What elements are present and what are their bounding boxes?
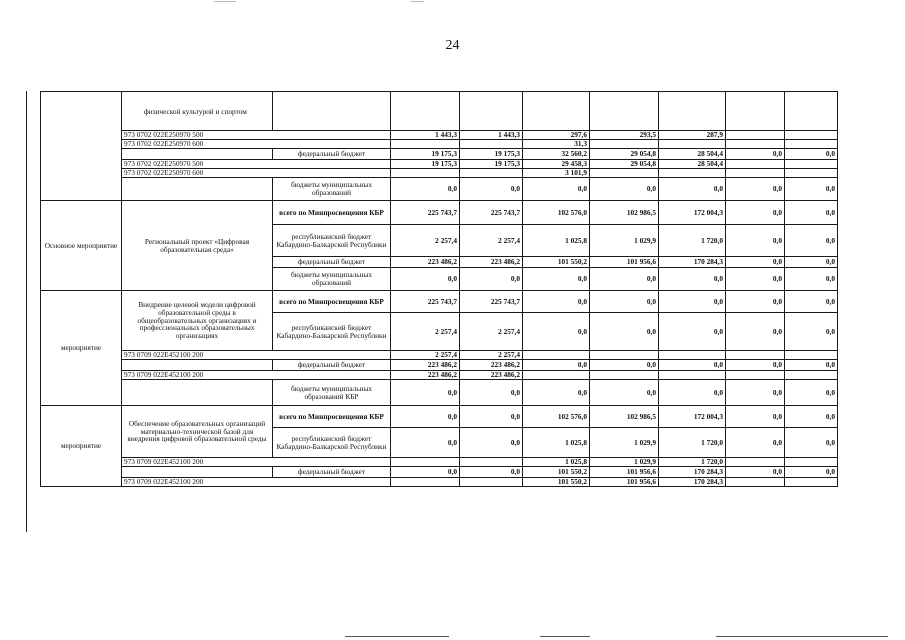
value-cell [590,140,659,149]
row-type: Основное мероприятие [41,201,122,291]
funding-source: федеральный бюджет [273,467,391,478]
table-row [41,371,838,380]
value-cell: 0,0 [590,178,659,201]
value-cell: 0,0 [460,428,523,458]
value-cell: 101 956,6 [590,257,659,268]
funding-source [273,92,391,131]
row-name [122,380,273,406]
value-cell: 19 175,3 [391,160,460,169]
value-cell: 0,0 [391,268,460,291]
value-cell [726,160,785,169]
value-cell: 0,0 [726,149,785,160]
value-cell: 0,0 [726,291,785,313]
value-cell [523,92,590,131]
table-row [41,458,838,467]
value-cell: 0,0 [460,406,523,428]
value-cell: 1 025,8 [523,428,590,458]
value-cell [590,169,659,178]
value-cell: 2 257,4 [460,225,523,257]
funding-source: федеральный бюджет [273,149,391,160]
value-cell: 101 550,2 [523,467,590,478]
value-cell: 0,0 [785,467,838,478]
value-cell: 0,0 [726,313,785,351]
funding-source: республиканский бюджет Кабардино-Балкарской Республики [273,313,391,351]
value-cell: 102 986,5 [590,406,659,428]
value-cell: 0,0 [726,406,785,428]
value-cell: 0,0 [460,268,523,291]
table-row [41,178,838,201]
value-cell [460,169,523,178]
value-cell [726,458,785,467]
value-cell [523,371,590,380]
value-cell: 102 576,0 [523,201,590,225]
value-cell: 0,0 [523,360,590,371]
value-cell [659,140,726,149]
budget-code: 973 0702 022E250970 600 [122,169,391,178]
value-cell [659,92,726,131]
value-cell: 101 550,2 [523,478,590,487]
value-cell [785,160,838,169]
value-cell: 29 458,3 [523,160,590,169]
value-cell [785,169,838,178]
value-cell: 29 054,8 [590,160,659,169]
value-cell: 0,0 [726,268,785,291]
value-cell: 223 486,2 [460,257,523,268]
row-name [122,467,273,478]
value-cell [659,169,726,178]
value-cell: 0,0 [659,178,726,201]
value-cell: 2 257,4 [391,351,460,360]
row-name [122,178,273,201]
table-row [41,360,838,371]
value-cell [523,351,590,360]
value-cell: 172 004,3 [659,201,726,225]
value-cell: 0,0 [590,313,659,351]
value-cell [785,140,838,149]
value-cell: 0,0 [659,291,726,313]
budget-code: 973 0709 022E452100 200 [122,458,391,467]
value-cell: 0,0 [460,380,523,406]
table-row [41,291,838,313]
value-cell: 0,0 [785,201,838,225]
value-cell [785,131,838,140]
value-cell [726,169,785,178]
value-cell [785,371,838,380]
value-cell: 19 175,3 [391,149,460,160]
table-row [41,131,838,140]
value-cell [590,92,659,131]
value-cell: 2 257,4 [391,225,460,257]
value-cell [726,140,785,149]
table-row [41,160,838,169]
row-name: Региональный проект «Цифровая образовательная среда» [122,201,273,291]
value-cell: 2 257,4 [460,351,523,360]
value-cell: 170 284,3 [659,257,726,268]
value-cell [659,371,726,380]
value-cell [785,478,838,487]
value-cell [460,140,523,149]
value-cell [726,478,785,487]
value-cell: 0,0 [785,149,838,160]
budget-code: 973 0709 022E452100 200 [122,351,391,360]
value-cell: 1 029,9 [590,225,659,257]
value-cell: 223 486,2 [391,257,460,268]
value-cell [726,351,785,360]
value-cell: 0,0 [726,428,785,458]
funding-source: федеральный бюджет [273,257,391,268]
value-cell: 0,0 [523,380,590,406]
value-cell: 0,0 [590,291,659,313]
value-cell: 0,0 [391,467,460,478]
funding-table [40,91,838,487]
row-name: Обеспечение образовательных организаций материально-технической базой для внедрения цифровой образовательной среды [122,406,273,458]
funding-source: бюджеты муниципальных образований КБР [273,380,391,406]
value-cell: 223 486,2 [391,371,460,380]
value-cell: 1 720,0 [659,225,726,257]
footer-line [540,636,590,637]
value-cell [726,371,785,380]
funding-source: федеральный бюджет [273,360,391,371]
value-cell: 0,0 [460,178,523,201]
value-cell: 31,3 [523,140,590,149]
value-cell: 0,0 [523,178,590,201]
table-row [41,351,838,360]
value-cell [391,92,460,131]
budget-code: 973 0709 022E452100 200 [122,478,391,487]
value-cell: 1 720,0 [659,458,726,467]
funding-source: бюджеты муниципальных образований [273,268,391,291]
value-cell: 0,0 [523,291,590,313]
scan-artifact-top [410,1,424,2]
value-cell: 172 004,3 [659,406,726,428]
value-cell [460,92,523,131]
page-number: 24 [445,38,460,53]
footer-line [345,636,449,637]
value-cell: 223 486,2 [460,360,523,371]
value-cell [726,92,785,131]
value-cell: 0,0 [590,268,659,291]
value-cell: 0,0 [785,380,838,406]
value-cell: 0,0 [726,257,785,268]
value-cell [785,92,838,131]
value-cell [460,458,523,467]
value-cell: 0,0 [726,201,785,225]
row-type: мероприятие [41,291,122,406]
budget-code: 973 0702 022E250970 600 [122,140,391,149]
budget-code: 973 0702 022E250970 500 [122,160,391,169]
value-cell [785,351,838,360]
value-cell [590,371,659,380]
value-cell: 170 284,3 [659,467,726,478]
outer-border-line [26,91,27,532]
value-cell: 2 257,4 [460,313,523,351]
value-cell: 0,0 [523,268,590,291]
value-cell: 0,0 [659,380,726,406]
value-cell [785,458,838,467]
value-cell: 0,0 [726,380,785,406]
value-cell [391,169,460,178]
value-cell: 29 054,8 [590,149,659,160]
table-row [41,149,838,160]
value-cell [391,140,460,149]
funding-source: всего по Минпросвещения КБР [273,201,391,225]
value-cell: 101 956,6 [590,467,659,478]
scan-artifact-top [214,1,236,2]
funding-source: всего по Минпросвещения КБР [273,406,391,428]
value-cell [659,351,726,360]
table-row [41,169,838,178]
value-cell: 225 743,7 [460,201,523,225]
value-cell: 225 743,7 [391,201,460,225]
value-cell [460,478,523,487]
table-row [41,380,838,406]
value-cell: 0,0 [785,428,838,458]
table-row [41,140,838,149]
value-cell: 0,0 [590,360,659,371]
row-name: физической культурой и спортом [122,92,273,131]
value-cell: 101 550,2 [523,257,590,268]
value-cell: 102 986,5 [590,201,659,225]
row-name [122,149,273,160]
value-cell: 19 175,3 [460,160,523,169]
value-cell: 0,0 [785,291,838,313]
value-cell: 0,0 [785,406,838,428]
value-cell: 0,0 [659,268,726,291]
funding-source: всего по Минпросвещения КБР [273,291,391,313]
funding-source: бюджеты муниципальных образований [273,178,391,201]
value-cell: 1 025,8 [523,225,590,257]
value-cell: 0,0 [460,467,523,478]
table-row [41,467,838,478]
table-row [41,406,838,428]
value-cell: 0,0 [659,313,726,351]
value-cell: 297,6 [523,131,590,140]
funding-source: республиканский бюджет Кабардино-Балкарской Республики [273,225,391,257]
value-cell: 28 504,4 [659,160,726,169]
value-cell: 1 029,9 [590,458,659,467]
value-cell: 28 504,4 [659,149,726,160]
value-cell [726,131,785,140]
value-cell: 32 560,2 [523,149,590,160]
row-name [122,360,273,371]
value-cell: 1 029,9 [590,428,659,458]
value-cell: 0,0 [785,268,838,291]
funding-source: республиканский бюджет Кабардино-Балкарской Республики [273,428,391,458]
value-cell: 0,0 [726,225,785,257]
value-cell: 0,0 [391,428,460,458]
value-cell: 0,0 [726,360,785,371]
value-cell: 1 025,8 [523,458,590,467]
table-row [41,478,838,487]
value-cell: 0,0 [785,225,838,257]
footer-line [716,636,888,637]
value-cell: 3 101,9 [523,169,590,178]
value-cell: 0,0 [785,257,838,268]
value-cell: 0,0 [785,313,838,351]
value-cell: 0,0 [523,313,590,351]
value-cell: 170 284,3 [659,478,726,487]
value-cell: 0,0 [785,178,838,201]
value-cell: 287,9 [659,131,726,140]
value-cell: 293,5 [590,131,659,140]
value-cell: 102 576,0 [523,406,590,428]
value-cell: 223 486,2 [460,371,523,380]
value-cell: 223 486,2 [391,360,460,371]
value-cell: 0,0 [391,406,460,428]
value-cell [391,458,460,467]
value-cell: 0,0 [726,467,785,478]
value-cell: 0,0 [391,178,460,201]
row-type: мероприятие [41,406,122,487]
value-cell: 1 443,3 [391,131,460,140]
value-cell: 0,0 [785,360,838,371]
budget-code: 973 0702 022E250970 500 [122,131,391,140]
value-cell: 0,0 [659,360,726,371]
value-cell: 0,0 [726,178,785,201]
value-cell: 1 443,3 [460,131,523,140]
value-cell: 225 743,7 [460,291,523,313]
row-type [41,92,122,201]
value-cell [391,478,460,487]
table-row [41,201,838,225]
value-cell: 0,0 [391,380,460,406]
value-cell [590,351,659,360]
value-cell: 2 257,4 [391,313,460,351]
value-cell: 19 175,3 [460,149,523,160]
budget-code: 973 0709 022E452100 200 [122,371,391,380]
value-cell: 101 956,6 [590,478,659,487]
value-cell: 225 743,7 [391,291,460,313]
table-row [41,92,838,131]
value-cell: 1 720,0 [659,428,726,458]
row-name: Внедрение целевой модели цифровой образовательной среды в общеобразовательных организациях и профессиональных образовательных организациях [122,291,273,351]
value-cell: 0,0 [590,380,659,406]
